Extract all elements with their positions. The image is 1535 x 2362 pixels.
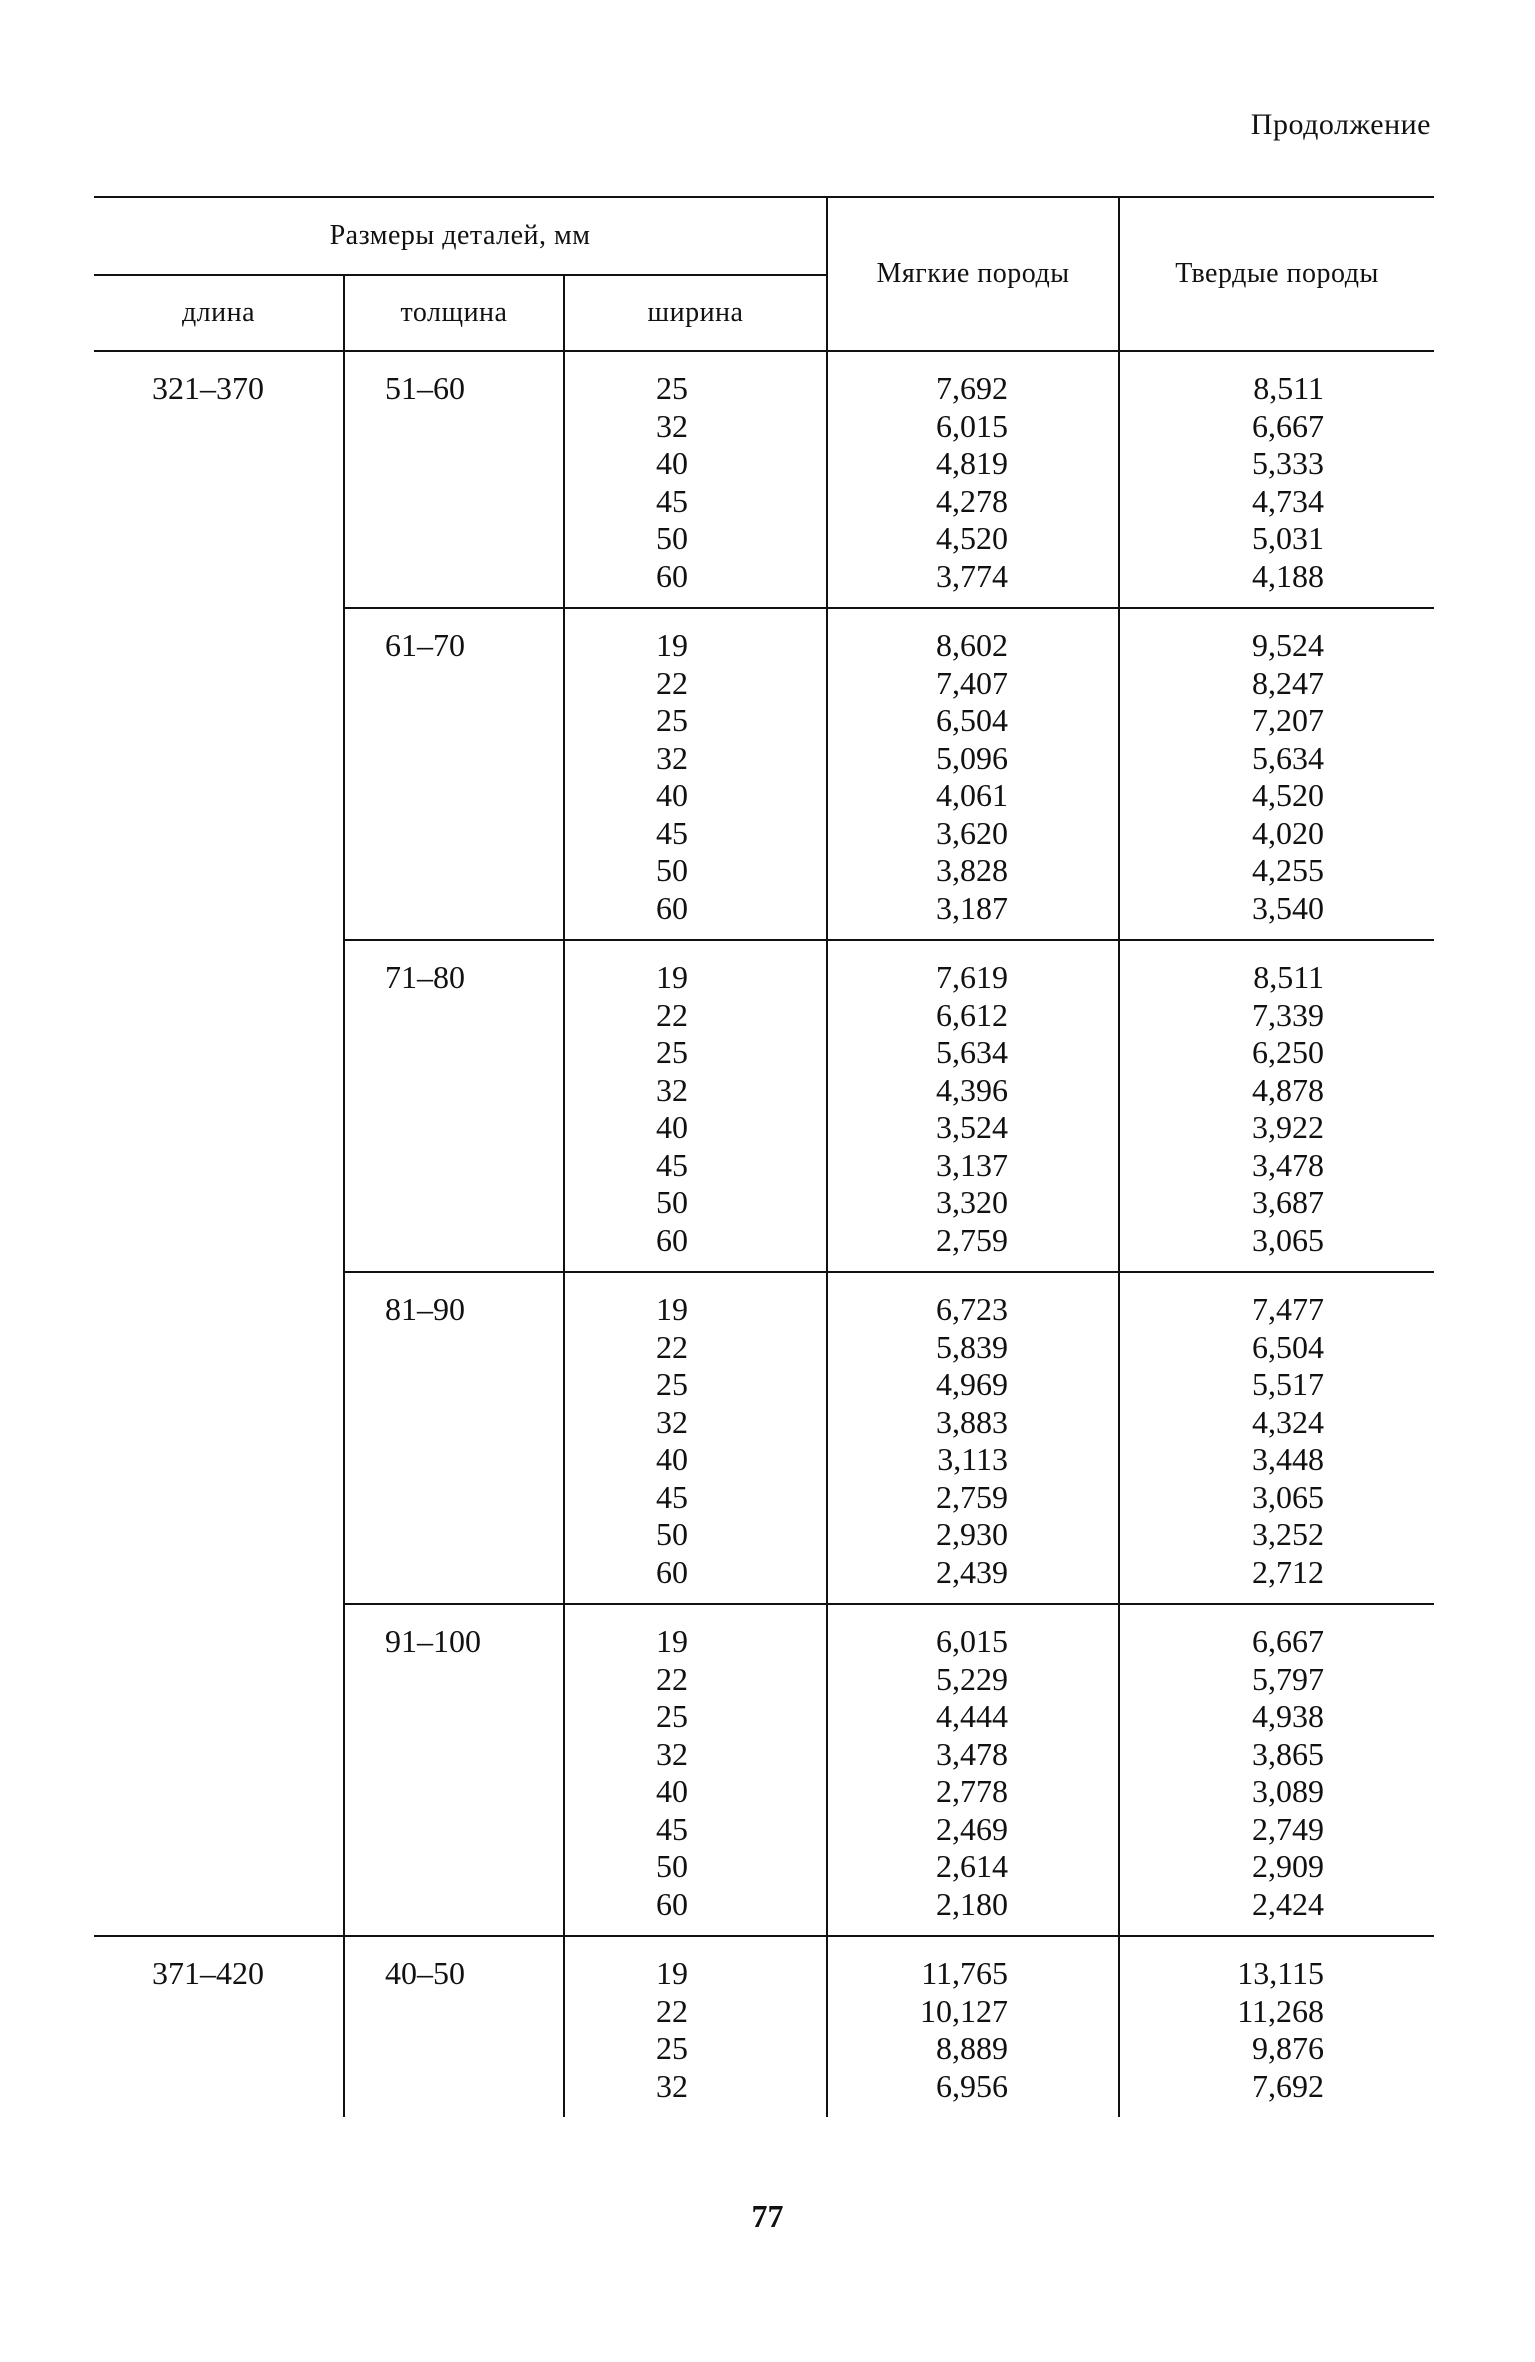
cell-soft-values-line: 6,956	[936, 2067, 1009, 2104]
cell-widths-line: 60	[656, 1885, 689, 1922]
cell-thickness	[344, 1272, 564, 1604]
cell-soft-values-line: 3,478	[936, 1735, 1009, 1772]
cell-hard-values	[1119, 1272, 1434, 1604]
cell-soft-values-line: 6,504	[936, 702, 1009, 738]
cell-widths-line: 32	[656, 1735, 689, 1772]
cell-soft-values	[827, 351, 1119, 608]
cell-hard-values-line: 5,634	[1252, 739, 1325, 776]
cell-widths	[564, 940, 827, 1272]
cell-widths-line: 25	[656, 1034, 689, 1070]
cell-widths-line: 50	[656, 1184, 689, 1220]
cell-thickness-line: 40–50	[385, 1955, 465, 1991]
cell-soft-values-line: 7,619	[936, 959, 1009, 995]
cell-thickness	[344, 351, 564, 608]
cell-thickness-line: 71–80	[385, 959, 465, 995]
cell-widths-line: 32	[656, 1403, 689, 1440]
cell-soft-values-line: 3,828	[936, 852, 1009, 888]
cell-widths-line: 40	[656, 777, 689, 813]
cell-soft-values-line: 4,444	[936, 1698, 1009, 1734]
cell-length-line: 371–420	[152, 1955, 264, 1991]
cell-hard-values-line: 3,478	[1252, 1146, 1325, 1183]
cell-hard-values-line: 7,477	[1252, 1291, 1325, 1327]
cell-length	[94, 1272, 344, 1604]
data-table	[94, 196, 1434, 2117]
cell-hard-values	[1119, 940, 1434, 1272]
cell-widths-line: 40	[656, 1441, 689, 1477]
cell-hard-values	[1119, 1604, 1434, 1936]
cell-widths-line: 19	[656, 1955, 689, 1991]
cell-thickness-line: 61–70	[385, 627, 465, 663]
cell-hard-values-line: 5,517	[1252, 1366, 1325, 1402]
cell-soft-values-line: 5,634	[936, 1034, 1009, 1070]
cell-hard-values-line: 5,797	[1252, 1660, 1325, 1697]
cell-widths-line: 25	[656, 370, 689, 406]
cell-hard-values-line: 9,876	[1252, 2030, 1325, 2066]
cell-hard-values-line: 3,540	[1252, 889, 1325, 926]
cell-hard-values-line: 6,667	[1252, 407, 1325, 444]
cell-soft-values-line: 3,113	[937, 1441, 1009, 1477]
cell-soft-values-line: 7,692	[936, 370, 1009, 406]
cell-soft-values-line: 4,396	[936, 1071, 1009, 1108]
cell-soft-values	[827, 608, 1119, 940]
cell-widths-line: 45	[656, 1478, 689, 1515]
cell-widths	[564, 351, 827, 608]
cell-soft-values-line: 2,469	[936, 1810, 1009, 1847]
cell-soft-values-line: 4,061	[936, 777, 1009, 813]
cell-widths-line: 25	[656, 2030, 689, 2066]
cell-hard-values-line: 4,878	[1252, 1071, 1325, 1108]
cell-soft-values-line: 3,620	[936, 814, 1009, 851]
cell-widths-line: 19	[656, 1623, 689, 1659]
cell-widths	[564, 1604, 827, 1936]
cell-soft-values-line: 6,015	[936, 1623, 1009, 1659]
cell-hard-values-line: 4,734	[1252, 482, 1325, 519]
cell-hard-values-line: 4,938	[1252, 1698, 1325, 1734]
cell-hard-values-line: 13,115	[1237, 1955, 1325, 1991]
table-row	[94, 1936, 1434, 2117]
cell-hard-values-line: 3,065	[1252, 1478, 1325, 1515]
cell-soft-values-line: 3,137	[936, 1146, 1009, 1183]
cell-hard-values-line: 8,511	[1253, 959, 1325, 995]
cell-widths-line: 19	[656, 627, 689, 663]
cell-widths-line: 60	[656, 1553, 689, 1590]
cell-widths-line: 22	[656, 1328, 689, 1365]
cell-widths-line: 25	[656, 1366, 689, 1402]
cell-thickness	[344, 608, 564, 940]
cell-soft-values-line: 3,774	[936, 557, 1009, 594]
cell-soft-values-line: 8,889	[936, 2030, 1009, 2066]
cell-thickness	[344, 1936, 564, 2117]
cell-soft-values-line: 6,723	[936, 1291, 1009, 1327]
cell-hard-values-line: 3,065	[1252, 1221, 1325, 1258]
table-row	[94, 351, 1434, 608]
cell-widths-line: 45	[656, 814, 689, 851]
cell-widths-line: 25	[656, 1698, 689, 1734]
cell-soft-values-line: 5,839	[936, 1328, 1009, 1365]
cell-hard-values-line: 3,252	[1252, 1516, 1325, 1552]
data-table-container	[94, 196, 1434, 2117]
cell-hard-values-line: 4,520	[1252, 777, 1325, 813]
cell-widths-line: 32	[656, 407, 689, 444]
cell-soft-values-line: 3,524	[936, 1109, 1009, 1145]
cell-hard-values-line: 7,692	[1252, 2067, 1325, 2104]
page-number: 77	[751, 2198, 784, 2234]
cell-widths	[564, 1272, 827, 1604]
cell-hard-values-line: 3,089	[1252, 1773, 1325, 1809]
cell-widths-line: 50	[656, 852, 689, 888]
cell-soft-values-line: 10,127	[920, 1992, 1009, 2029]
cell-widths-line: 19	[656, 1291, 689, 1327]
cell-soft-values-line: 2,930	[936, 1516, 1009, 1552]
header-thickness: толщина	[344, 275, 564, 351]
cell-soft-values-line: 4,278	[936, 482, 1009, 519]
cell-soft-values-line: 3,320	[936, 1184, 1009, 1220]
cell-length	[94, 351, 344, 608]
cell-hard-values-line: 6,250	[1252, 1034, 1325, 1070]
cell-hard-values-line: 2,712	[1252, 1553, 1325, 1590]
cell-widths-line: 45	[656, 1810, 689, 1847]
cell-hard-values	[1119, 608, 1434, 940]
cell-soft-values-line: 6,015	[936, 407, 1009, 444]
cell-hard-values	[1119, 1936, 1434, 2117]
cell-widths-line: 60	[656, 557, 689, 594]
table-row	[94, 940, 1434, 1272]
header-hard-wood: Твердые породы	[1119, 197, 1434, 351]
cell-length	[94, 608, 344, 940]
cell-widths-line: 45	[656, 1146, 689, 1183]
cell-length	[94, 940, 344, 1272]
cell-soft-values-line: 4,969	[936, 1366, 1009, 1402]
cell-hard-values-line: 4,255	[1252, 852, 1325, 888]
cell-widths	[564, 1936, 827, 2117]
cell-length	[94, 1604, 344, 1936]
header-width: ширина	[564, 275, 827, 351]
cell-widths-line: 19	[656, 959, 689, 995]
cell-hard-values-line: 4,020	[1252, 814, 1325, 851]
header-dimensions-group: Размеры деталей, мм	[94, 197, 827, 275]
cell-soft-values	[827, 940, 1119, 1272]
cell-soft-values	[827, 1936, 1119, 2117]
cell-soft-values-line: 2,759	[936, 1221, 1009, 1258]
cell-widths-line: 40	[656, 1773, 689, 1809]
cell-hard-values-line: 8,247	[1252, 664, 1325, 701]
table-body	[94, 351, 1434, 2117]
cell-thickness	[344, 940, 564, 1272]
cell-widths-line: 32	[656, 2067, 689, 2104]
cell-hard-values-line: 2,749	[1252, 1810, 1325, 1847]
cell-hard-values-line: 5,333	[1252, 445, 1325, 481]
cell-soft-values-line: 3,187	[936, 889, 1009, 926]
cell-hard-values-line: 6,667	[1252, 1623, 1325, 1659]
cell-hard-values-line: 3,922	[1252, 1109, 1325, 1145]
cell-thickness-line: 91–100	[385, 1623, 481, 1659]
cell-widths-line: 40	[656, 445, 689, 481]
cell-soft-values-line: 2,614	[936, 1848, 1009, 1884]
cell-hard-values-line: 3,865	[1252, 1735, 1325, 1772]
cell-widths-line: 60	[656, 889, 689, 926]
cell-hard-values	[1119, 351, 1434, 608]
cell-soft-values-line: 5,096	[936, 739, 1009, 776]
cell-hard-values-line: 7,207	[1252, 702, 1325, 738]
cell-widths-line: 50	[656, 1848, 689, 1884]
cell-thickness-line: 81–90	[385, 1291, 465, 1327]
cell-widths-line: 22	[656, 996, 689, 1033]
table-row	[94, 608, 1434, 940]
cell-widths-line: 22	[656, 664, 689, 701]
cell-soft-values	[827, 1272, 1119, 1604]
cell-widths-line: 25	[656, 702, 689, 738]
table-row	[94, 1604, 1434, 1936]
cell-hard-values-line: 4,324	[1252, 1403, 1325, 1440]
cell-widths-line: 32	[656, 739, 689, 776]
cell-hard-values-line: 7,339	[1252, 996, 1325, 1033]
cell-length-line: 321–370	[152, 370, 264, 406]
cell-hard-values-line: 11,268	[1237, 1992, 1325, 2029]
cell-soft-values-line: 7,407	[936, 664, 1009, 701]
cell-soft-values-line: 2,778	[936, 1773, 1009, 1809]
cell-widths-line: 22	[656, 1992, 689, 2029]
cell-soft-values-line: 8,602	[936, 627, 1009, 663]
continuation-label: Продолжение	[1250, 108, 1431, 141]
cell-hard-values-line: 4,188	[1252, 557, 1325, 594]
cell-widths-line: 50	[656, 1516, 689, 1552]
cell-hard-values-line: 2,424	[1252, 1885, 1325, 1922]
cell-widths	[564, 608, 827, 940]
cell-hard-values-line: 3,687	[1252, 1184, 1325, 1220]
cell-soft-values-line: 2,180	[936, 1885, 1009, 1922]
header-soft-wood: Мягкие породы	[827, 197, 1119, 351]
cell-soft-values-line: 4,819	[936, 445, 1009, 481]
cell-hard-values-line: 9,524	[1252, 627, 1325, 663]
cell-hard-values-line: 6,504	[1252, 1328, 1325, 1365]
cell-hard-values-line: 5,031	[1252, 520, 1325, 556]
cell-soft-values-line: 2,439	[936, 1553, 1009, 1590]
cell-thickness-line: 51–60	[385, 370, 465, 406]
cell-soft-values-line: 4,520	[936, 520, 1009, 556]
table-row	[94, 1272, 1434, 1604]
cell-soft-values-line: 2,759	[936, 1478, 1009, 1515]
cell-widths-line: 40	[656, 1109, 689, 1145]
cell-soft-values-line: 3,883	[936, 1403, 1009, 1440]
cell-widths-line: 22	[656, 1660, 689, 1697]
cell-thickness	[344, 1604, 564, 1936]
cell-widths-line: 45	[656, 482, 689, 519]
cell-soft-values-line: 6,612	[936, 996, 1009, 1033]
cell-soft-values-line: 11,765	[921, 1955, 1009, 1991]
cell-hard-values-line: 2,909	[1252, 1848, 1325, 1884]
cell-length	[94, 1936, 344, 2117]
cell-hard-values-line: 8,511	[1253, 370, 1325, 406]
cell-widths-line: 50	[656, 520, 689, 556]
cell-widths-line: 32	[656, 1071, 689, 1108]
cell-soft-values-line: 5,229	[936, 1660, 1009, 1697]
cell-soft-values	[827, 1604, 1119, 1936]
cell-hard-values-line: 3,448	[1252, 1441, 1325, 1477]
header-length: длина	[94, 275, 344, 351]
cell-widths-line: 60	[656, 1221, 689, 1258]
